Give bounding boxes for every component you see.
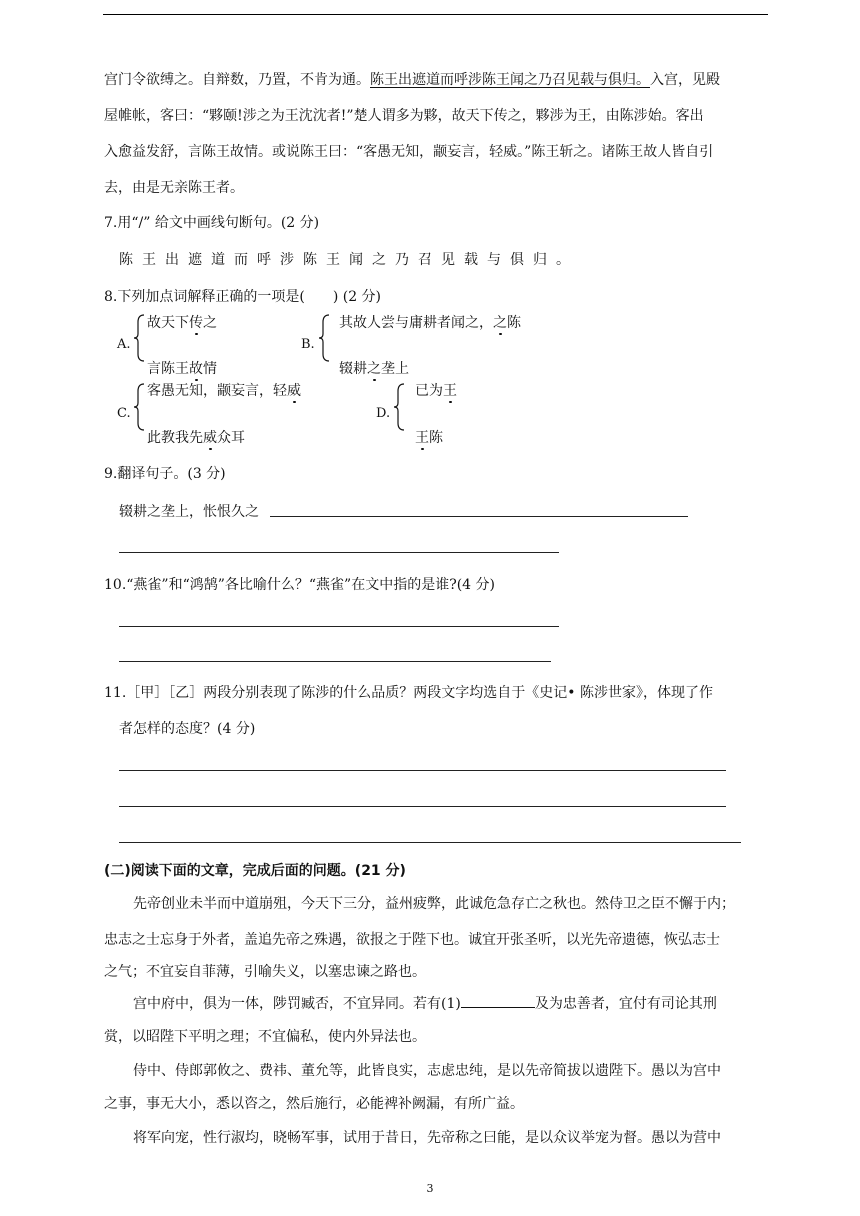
passage-line: 赏，以昭陛下平明之理；不宜偏私，使内外异法也。 <box>104 1029 426 1045</box>
brace-icon <box>393 383 403 431</box>
question-11-stem: 11.［甲］［乙］两段分别表现了陈涉的什么品质？两段文字均选自于《史记• 陈涉世家》，体现了作 <box>104 685 713 701</box>
passage-line: 宫门令欲缚之。自辩数，乃置，不肯为通。陈王出遮道而呼涉陈王闻之乃召见载与俱归。入宫，见殿 <box>104 72 720 88</box>
question-10-stem: 10.“燕雀”和“鸿鹄”各比喻什么？“燕雀”在文中指的是谁?(4 分) <box>104 577 495 593</box>
option-c-bottom: 此教我先威众耳 <box>147 430 245 446</box>
header-rule <box>103 14 768 15</box>
brace-icon <box>318 314 328 362</box>
option-d-label: D. <box>376 406 391 421</box>
passage-line: 之事，事无大小，悉以咨之，然后施行，必能裨补阙漏，有所广益。 <box>104 1096 524 1112</box>
option-c-top: 客愚无知，颛妄言，轻威 <box>147 383 301 399</box>
passage-line: 将军向宠，性行淑均，晓畅军事，试用于昔日，先帝称之曰能，是以众议举宠为督。愚以为营中 <box>133 1130 721 1146</box>
answer-line[interactable] <box>119 626 559 627</box>
question-9-stem: 9.翻译句子。(3 分) <box>104 466 226 482</box>
question-9-sentence: 辍耕之垄上，怅恨久之 <box>119 504 259 520</box>
answer-line[interactable] <box>270 516 688 517</box>
question-11-stem-cont: 者怎样的态度？(4 分) <box>119 721 256 737</box>
answer-line[interactable] <box>119 806 726 807</box>
passage-line: 去，由是无亲陈王者。 <box>104 180 244 196</box>
passage-line: 忠志之士忘身于外者，盖追先帝之殊遇，欲报之于陛下也。诚宜开张圣听，以光先帝遗德，恢弘志士 <box>104 932 720 948</box>
option-b-bottom: 辍耕之垄上 <box>339 361 409 377</box>
answer-line[interactable] <box>119 842 741 843</box>
brace-icon <box>133 383 143 431</box>
fill-blank[interactable] <box>461 995 535 1008</box>
option-b-top: 其故人尝与庸耕者闻之，之陈 <box>339 315 521 331</box>
answer-line[interactable] <box>119 770 726 771</box>
passage-line: 宫中府中，俱为一体，陟罚臧否，不宜异同。若有(1) 及为忠善者，宜付有司论其刑 <box>133 996 717 1012</box>
answer-line[interactable] <box>119 552 559 553</box>
option-a-top: 故天下传之 <box>147 315 217 331</box>
question-8-stem: 8.下列加点词解释正确的一项是( ) (2 分) <box>104 289 382 305</box>
option-d-top: 已为王 <box>415 383 457 399</box>
passage-line: 先帝创业未半而中道崩殂，今天下三分，益州疲弊，此诚危急存亡之秋也。然侍卫之臣不懈于内； <box>133 896 735 912</box>
passage-line: 侍中、侍郎郭攸之、费祎、董允等，此皆良实，志虑忠纯，是以先帝简拔以遗陛下。愚以为宫中 <box>133 1063 721 1079</box>
underlined-sentence: 陈王出遮道而呼涉陈王闻之乃召见载与俱归。 <box>370 72 650 88</box>
option-a-label: A. <box>117 337 131 352</box>
option-b-label: B. <box>301 337 315 352</box>
question-7-stem: 7.用“/” 给文中画线句断句。(2 分) <box>104 215 320 231</box>
passage-line: 屋帷帐，客曰：“夥颐!涉之为王沈沈者!”楚人谓多为夥，故天下传之，夥涉为王，由陈涉始。客出 <box>104 108 704 124</box>
page-number: 3 <box>426 1182 434 1195</box>
passage-line: 入愈益发舒，言陈王故情。或说陈王曰：“客愚无知，颛妄言，轻威。”陈王斩之。诸陈王故人皆自引 <box>104 144 714 160</box>
answer-line[interactable] <box>119 661 551 662</box>
question-7-sentence: 陈王出遮道而呼涉陈王闻之乃召见载与俱归。 <box>119 252 579 268</box>
brace-icon <box>133 314 143 362</box>
option-c-label: C. <box>117 406 131 421</box>
option-a-bottom: 言陈王故情 <box>147 361 217 377</box>
passage-line: 之气；不宜妄自菲薄，引喻失义，以塞忠谏之路也。 <box>104 964 426 980</box>
section-heading: (二)阅读下面的文章，完成后面的问题。(21 分) <box>104 863 406 879</box>
option-d-bottom: 王陈 <box>415 430 443 446</box>
